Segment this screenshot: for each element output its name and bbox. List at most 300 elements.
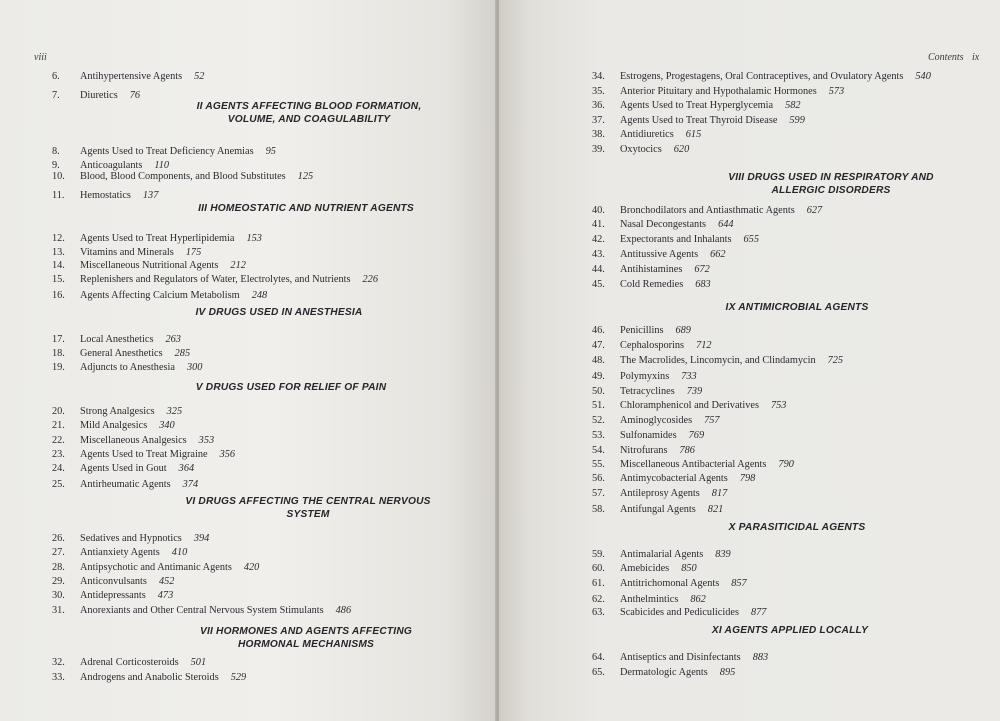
chapter-number: 7. <box>52 90 60 101</box>
chapter-title: Agents Used to Treat Deficiency Anemias <box>80 146 254 157</box>
chapter-number: 9. <box>52 160 60 171</box>
toc-entry <box>52 656 472 670</box>
chapter-number: 64. <box>592 652 605 663</box>
chapter-title-line <box>620 263 710 277</box>
toc-entry <box>52 333 472 347</box>
toc-entry <box>592 606 1000 620</box>
chapter-page: 374 <box>182 479 199 490</box>
toc-entry <box>592 324 1000 338</box>
chapter-title: Local Anesthetics <box>80 334 154 345</box>
part-heading-line: HORMONAL MECHANISMS <box>237 639 375 650</box>
chapter-page: 52 <box>194 71 205 82</box>
chapter-number: 61. <box>592 578 605 589</box>
toc-entry <box>52 671 472 685</box>
toc-entry <box>592 399 1000 413</box>
toc-entry <box>592 143 1000 157</box>
chapter-title: Agents Used to Treat Thyroid Disease <box>620 115 778 126</box>
chapter-title-line <box>620 204 822 218</box>
chapter-page: 573 <box>828 86 845 97</box>
chapter-title-line <box>620 143 689 157</box>
part-heading <box>637 521 957 534</box>
chapter-title: Androgens and Anabolic Steroids <box>80 672 219 683</box>
chapter-page: 733 <box>681 371 697 382</box>
chapter-number: 51. <box>592 400 605 411</box>
chapter-title-line <box>80 70 204 84</box>
chapter-number: 56. <box>592 473 605 484</box>
chapter-number: 48. <box>592 355 605 366</box>
chapter-title-line <box>620 218 734 232</box>
toc-entry <box>52 604 472 618</box>
chapter-number: 44. <box>592 264 605 275</box>
toc-entry <box>52 145 472 159</box>
chapter-title-line <box>80 434 214 448</box>
chapter-title-line <box>80 532 209 546</box>
chapter-title-line <box>80 575 174 589</box>
toc-entry <box>52 189 472 203</box>
toc-entry <box>592 429 1000 443</box>
chapter-title-line <box>620 577 747 591</box>
chapter-page: 725 <box>827 355 844 366</box>
chapter-title-line <box>620 385 702 399</box>
chapter-title-line <box>620 651 768 665</box>
chapter-number: 49. <box>592 371 605 382</box>
chapter-number: 8. <box>52 146 60 157</box>
chapter-number: 65. <box>592 667 605 678</box>
toc-entry <box>52 561 472 575</box>
chapter-title-line <box>80 259 246 273</box>
chapter-title: Miscellaneous Analgesics <box>80 435 187 446</box>
chapter-number: 13. <box>52 247 65 258</box>
chapter-number: 59. <box>592 549 605 560</box>
chapter-page: 712 <box>696 340 712 351</box>
page-number-left: viii <box>34 52 47 63</box>
chapter-number: 35. <box>592 86 605 97</box>
part-heading-line: IX ANTIMICROBIAL AGENTS <box>725 302 869 313</box>
chapter-page: 137 <box>142 190 159 201</box>
chapter-title: Bronchodilators and Antiasthmatic Agents <box>620 205 795 216</box>
chapter-number: 18. <box>52 348 65 359</box>
chapter-title: Chloramphenicol and Derivatives <box>620 400 759 411</box>
chapter-title-line <box>80 333 181 347</box>
part-heading <box>146 625 466 651</box>
toc-entry <box>592 204 1000 218</box>
right-page <box>499 0 1000 721</box>
toc-entry <box>52 289 472 303</box>
chapter-page: 340 <box>159 420 175 431</box>
chapter-page: 786 <box>679 445 695 456</box>
chapter-number: 60. <box>592 563 605 574</box>
toc-entry <box>592 503 1000 517</box>
chapter-title: Oxytocics <box>620 144 662 155</box>
toc-entry <box>52 232 472 246</box>
toc-entry <box>52 575 472 589</box>
chapter-number: 55. <box>592 459 605 470</box>
chapter-number: 23. <box>52 449 65 460</box>
toc-entry <box>52 546 472 560</box>
toc-entry <box>52 70 472 84</box>
chapter-page: 486 <box>335 605 352 616</box>
chapter-title: Aminoglycosides <box>620 415 693 426</box>
chapter-number: 52. <box>592 415 605 426</box>
left-page <box>0 0 497 721</box>
chapter-page: 817 <box>711 488 728 499</box>
chapter-number: 46. <box>592 325 605 336</box>
chapter-number: 58. <box>592 504 605 515</box>
chapter-title: Diuretics <box>80 90 118 101</box>
chapter-page: 599 <box>789 115 805 126</box>
chapter-title-line <box>620 666 735 680</box>
chapter-title: Agents Used to Treat Hyperlipidemia <box>80 233 235 244</box>
chapter-page: 353 <box>198 435 215 446</box>
part-heading <box>671 171 991 197</box>
chapter-page: 263 <box>165 334 181 345</box>
chapter-number: 20. <box>52 406 65 417</box>
chapter-title-line <box>80 246 201 260</box>
chapter-title: General Anesthetics <box>80 348 163 359</box>
toc-entry <box>592 128 1000 142</box>
chapter-number: 21. <box>52 420 65 431</box>
chapter-number: 40. <box>592 205 605 216</box>
part-heading-line: II AGENTS AFFECTING BLOOD FORMATION, <box>196 101 422 112</box>
toc-entry <box>592 218 1000 232</box>
chapter-title: Polymyxins <box>620 371 670 382</box>
chapter-number: 10. <box>52 171 65 182</box>
chapter-page: 627 <box>806 205 823 216</box>
chapter-number: 30. <box>52 590 65 601</box>
chapter-title: Scabicides and Pediculicides <box>620 607 739 618</box>
chapter-title: Penicillins <box>620 325 664 336</box>
toc-entry <box>592 263 1000 277</box>
chapter-title: Blood, Blood Components, and Blood Substitutes <box>80 171 286 182</box>
toc-entry <box>592 458 1000 472</box>
chapter-title-line <box>80 671 246 685</box>
toc-entry <box>592 385 1000 399</box>
part-heading-line: VI DRUGS AFFECTING THE CENTRAL NERVOUS <box>185 496 431 507</box>
chapter-title: Estrogens, Progestagens, Oral Contraceptives, and Ovulatory Agents <box>620 71 904 82</box>
chapter-title-line <box>80 604 351 618</box>
chapter-title: Sulfonamides <box>620 430 677 441</box>
chapter-title: Anorexiants and Other Central Nervous System Stimulants <box>80 605 324 616</box>
chapter-number: 26. <box>52 533 65 544</box>
toc-entry <box>52 532 472 546</box>
chapter-page: 76 <box>129 90 141 101</box>
chapter-page: 877 <box>750 607 767 618</box>
chapter-title-line <box>620 324 691 338</box>
page-number-right: ix <box>972 52 980 63</box>
chapter-title-line <box>620 128 701 142</box>
toc-entry <box>592 339 1000 353</box>
toc-entry <box>592 651 1000 665</box>
chapter-page: 356 <box>219 449 236 460</box>
chapter-page: 839 <box>715 549 731 560</box>
chapter-page: 790 <box>778 459 794 470</box>
chapter-title-line <box>80 289 267 303</box>
chapter-number: 37. <box>592 115 605 126</box>
chapter-page: 757 <box>704 415 720 426</box>
chapter-page: 540 <box>915 71 931 82</box>
chapter-page: 895 <box>719 667 736 678</box>
chapter-number: 53. <box>592 430 605 441</box>
chapter-page: 226 <box>362 274 378 285</box>
chapter-page: 410 <box>171 547 188 558</box>
chapter-title: Adjuncts to Anesthesia <box>80 362 175 373</box>
chapter-title: Agents Used in Gout <box>80 463 167 474</box>
chapter-page: 325 <box>166 406 183 417</box>
chapter-page: 110 <box>154 160 170 171</box>
part-heading <box>148 495 468 521</box>
chapter-title: Anticoagulants <box>80 160 143 171</box>
chapter-title-line <box>80 361 202 375</box>
chapter-title: Miscellaneous Nutritional Agents <box>80 260 219 271</box>
chapter-title-line <box>620 399 786 413</box>
chapter-page: 798 <box>739 473 756 484</box>
toc-entry <box>52 170 472 184</box>
chapter-number: 27. <box>52 547 65 558</box>
chapter-number: 36. <box>592 100 605 111</box>
chapter-page: 769 <box>688 430 705 441</box>
chapter-title-line <box>80 189 158 203</box>
chapter-title: Agents Used to Treat Migraine <box>80 449 208 460</box>
toc-entry <box>592 593 1000 607</box>
chapter-number: 57. <box>592 488 605 499</box>
toc-entry <box>592 85 1000 99</box>
chapter-number: 38. <box>592 129 605 140</box>
chapter-title-line <box>620 233 759 247</box>
chapter-number: 17. <box>52 334 65 345</box>
toc-entry <box>52 478 472 492</box>
chapter-page: 883 <box>752 652 769 663</box>
chapter-title-line <box>80 546 187 560</box>
chapter-number: 22. <box>52 435 65 446</box>
chapter-page: 420 <box>243 562 260 573</box>
toc-entry <box>52 361 472 375</box>
chapter-title-line <box>620 99 801 113</box>
toc-entry <box>52 347 472 361</box>
chapter-title-line <box>620 339 712 353</box>
chapter-number: 15. <box>52 274 65 285</box>
chapter-title-line <box>80 347 190 361</box>
chapter-number: 54. <box>592 445 605 456</box>
chapter-page: 753 <box>770 400 787 411</box>
chapter-title: Antimalarial Agents <box>620 549 704 560</box>
toc-entry <box>52 448 472 462</box>
chapter-title: Mild Analgesics <box>80 420 148 431</box>
toc-entry <box>592 370 1000 384</box>
chapter-page: 615 <box>685 129 702 140</box>
part-heading <box>131 381 451 394</box>
chapter-page: 175 <box>185 247 202 258</box>
toc-entry <box>592 666 1000 680</box>
chapter-title: Antidiuretics <box>620 129 674 140</box>
part-heading-line: IV DRUGS USED IN ANESTHESIA <box>195 307 363 318</box>
part-heading <box>119 306 439 319</box>
chapter-title-line <box>620 548 731 562</box>
chapter-title: Hemostatics <box>80 190 131 201</box>
chapter-number: 42. <box>592 234 605 245</box>
chapter-page: 212 <box>230 260 246 271</box>
chapter-page: 862 <box>690 594 706 605</box>
chapter-title: Nitrofurans <box>620 445 668 456</box>
chapter-title: Miscellaneous Antibacterial Agents <box>620 459 767 470</box>
part-heading <box>149 100 469 126</box>
part-heading <box>637 301 957 314</box>
chapter-title-line <box>80 419 175 433</box>
part-heading-line: SYSTEM <box>286 509 330 520</box>
chapter-title: Antiseptics and Disinfectants <box>620 652 741 663</box>
chapter-number: 47. <box>592 340 605 351</box>
chapter-title-line <box>80 145 276 159</box>
chapter-page: 285 <box>174 348 191 359</box>
chapter-number: 14. <box>52 260 65 271</box>
chapter-page: 620 <box>673 144 690 155</box>
chapter-title: Antifungal Agents <box>620 504 696 515</box>
chapter-title: Nasal Decongestants <box>620 219 707 230</box>
chapter-title-line <box>620 414 720 428</box>
chapter-number: 45. <box>592 279 605 290</box>
chapter-title-line <box>80 273 378 287</box>
chapter-title: Antidepressants <box>80 590 146 601</box>
chapter-page: 655 <box>743 234 759 245</box>
chapter-title-line <box>620 248 726 262</box>
chapter-title: Agents Affecting Calcium Metabolism <box>80 290 240 301</box>
chapter-title: Antimycobacterial Agents <box>620 473 728 484</box>
toc-entry <box>592 278 1000 292</box>
chapter-title: Replenishers and Regulators of Water, Electrolytes, and Nutrients <box>80 274 351 285</box>
chapter-title-line <box>620 429 704 443</box>
chapter-title-line <box>80 448 235 462</box>
toc-entry <box>52 405 472 419</box>
chapter-title-line <box>80 462 194 476</box>
chapter-number: 31. <box>52 605 65 616</box>
chapter-number: 24. <box>52 463 65 474</box>
toc-entry <box>52 259 472 273</box>
chapter-title: Antianxiety Agents <box>80 547 160 558</box>
chapter-title-line <box>620 487 727 501</box>
chapter-title: Adrenal Corticosteroids <box>80 657 179 668</box>
toc-entry <box>592 414 1000 428</box>
chapter-page: 850 <box>681 563 697 574</box>
toc-entry <box>592 70 1000 84</box>
chapter-page: 672 <box>694 264 710 275</box>
chapter-title-line <box>620 472 755 486</box>
chapter-title-line <box>620 458 794 472</box>
chapter-title-line <box>80 232 262 246</box>
toc-entry <box>592 444 1000 458</box>
chapter-title-line <box>620 354 843 368</box>
chapter-page: 501 <box>190 657 207 668</box>
chapter-number: 62. <box>592 594 605 605</box>
chapter-page: 248 <box>251 290 268 301</box>
part-heading-line: ALLERGIC DISORDERS <box>771 185 891 196</box>
part-heading-line: VOLUME, AND COAGULABILITY <box>227 114 391 125</box>
toc-entry <box>592 114 1000 128</box>
chapter-title: Anthelmintics <box>620 594 679 605</box>
toc-entry <box>592 248 1000 262</box>
chapter-title: Vitamins and Minerals <box>80 247 174 258</box>
chapter-number: 43. <box>592 249 605 260</box>
chapter-page: 529 <box>230 672 247 683</box>
toc-entry <box>592 99 1000 113</box>
chapter-number: 34. <box>592 71 605 82</box>
toc-entry <box>592 548 1000 562</box>
chapter-number: 41. <box>592 219 605 230</box>
chapter-page: 473 <box>157 590 174 601</box>
chapter-title-line <box>80 89 140 103</box>
chapter-page: 689 <box>675 325 691 336</box>
chapter-title-line <box>80 561 259 575</box>
chapter-title-line <box>80 589 173 603</box>
chapter-page: 364 <box>178 463 195 474</box>
chapter-title-line <box>620 114 805 128</box>
part-heading-line: V DRUGS USED FOR RELIEF OF PAIN <box>195 382 387 393</box>
toc-entry <box>52 419 472 433</box>
chapter-title-line <box>620 85 844 99</box>
toc-entry <box>592 562 1000 576</box>
chapter-title: Antipsychotic and Antimanic Agents <box>80 562 232 573</box>
chapter-page: 394 <box>193 533 210 544</box>
chapter-number: 28. <box>52 562 65 573</box>
chapter-title-line <box>620 503 723 517</box>
chapter-number: 25. <box>52 479 65 490</box>
chapter-title-line <box>620 370 697 384</box>
chapter-title-line <box>620 562 697 576</box>
part-heading-line: VII HORMONES AND AGENTS AFFECTING <box>199 626 413 637</box>
chapter-title: Agents Used to Treat Hyperglycemia <box>620 100 774 111</box>
chapter-page: 153 <box>246 233 262 244</box>
toc-entry <box>592 577 1000 591</box>
toc-entry <box>592 233 1000 247</box>
chapter-number: 19. <box>52 362 65 373</box>
chapter-page: 582 <box>785 100 801 111</box>
chapter-number: 39. <box>592 144 605 155</box>
chapter-number: 11. <box>52 190 65 201</box>
chapter-title: Antileprosy Agents <box>620 488 700 499</box>
chapter-page: 821 <box>707 504 724 515</box>
chapter-number: 12. <box>52 233 65 244</box>
chapter-page: 300 <box>186 362 203 373</box>
chapter-title-line <box>80 656 206 670</box>
chapter-page: 95 <box>265 146 276 157</box>
chapter-page: 125 <box>297 171 314 182</box>
toc-entry <box>52 246 472 260</box>
chapter-page: 452 <box>158 576 175 587</box>
part-heading <box>146 202 466 215</box>
toc-entry <box>52 589 472 603</box>
toc-entry <box>52 462 472 476</box>
toc-entry <box>52 273 472 287</box>
part-heading <box>630 624 950 637</box>
chapter-number: 63. <box>592 607 605 618</box>
part-heading-line: X PARASITICIDAL AGENTS <box>728 522 866 533</box>
chapter-title-line <box>80 405 182 419</box>
chapter-title: Antihistamines <box>620 264 683 275</box>
chapter-title: Sedatives and Hypnotics <box>80 533 182 544</box>
chapter-title: Antirheumatic Agents <box>80 479 171 490</box>
part-heading-line: VIII DRUGS USED IN RESPIRATORY AND <box>728 172 934 183</box>
chapter-title: Dermatologic Agents <box>620 667 708 678</box>
chapter-title: Tetracyclines <box>620 386 675 397</box>
chapter-title: Strong Analgesics <box>80 406 155 417</box>
chapter-number: 29. <box>52 576 65 587</box>
chapter-number: 6. <box>52 71 60 82</box>
chapter-title-line <box>620 70 931 84</box>
chapter-title: Antitrichomonal Agents <box>620 578 720 589</box>
chapter-title-line <box>80 478 198 492</box>
chapter-page: 683 <box>695 279 711 290</box>
chapter-title-line <box>620 444 695 458</box>
part-heading-line: III HOMEOSTATIC AND NUTRIENT AGENTS <box>198 203 414 214</box>
chapter-title: Cold Remedies <box>620 279 684 290</box>
